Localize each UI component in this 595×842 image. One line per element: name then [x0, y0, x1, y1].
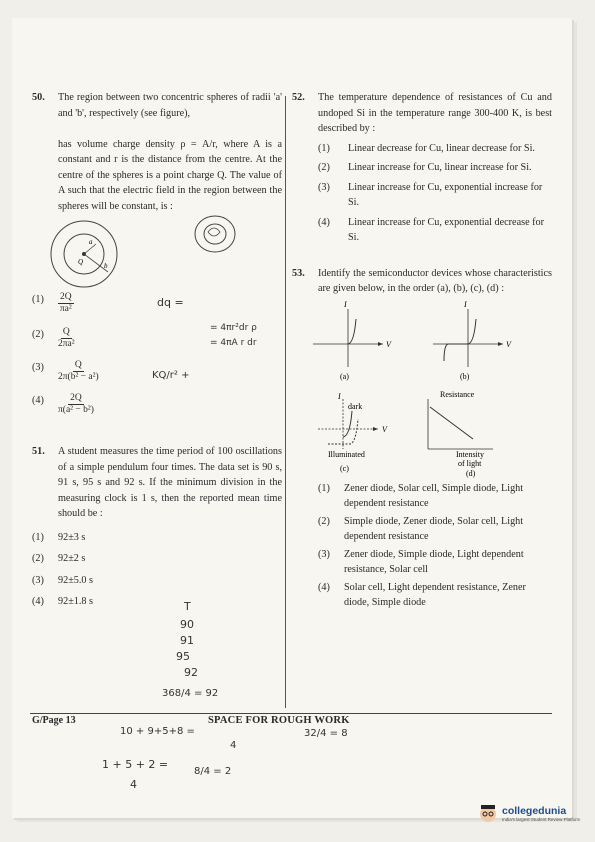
option-fraction: $\frac{2Q}{\text{πa²}}$ — [59, 292, 72, 314]
concentric-spheres-figure — [42, 218, 132, 288]
handwritten-92: 92 — [184, 666, 198, 679]
handwritten-kq: KQ/r² + — [152, 370, 190, 381]
q52-option-4[interactable]: (4) Linear increase for Cu, exponential decrease for Si. — [318, 216, 545, 243]
handwritten-line2: = 4πA r dr — [210, 338, 257, 348]
collegedunia-watermark — [478, 803, 580, 823]
graph-a-label: (a) — [340, 371, 349, 381]
handwritten-r1: 10 + 9+5+8 = — [120, 726, 195, 737]
right-column — [292, 90, 552, 611]
handwritten-95: 95 — [176, 650, 190, 663]
q52-option-1[interactable]: (1) Linear decrease for Cu, linear decrease for Si. — [318, 142, 535, 154]
graph-b — [433, 300, 512, 381]
logo-name: collegedunia — [502, 804, 567, 817]
graph-c-label: (c) — [340, 463, 349, 473]
graph-c-dark-label: dark — [348, 401, 363, 411]
question-53 — [292, 266, 552, 297]
q53-option-3[interactable]: (3) Zener diode, Simple diode, Light dependent resistance, Solar cell — [318, 548, 524, 575]
left-column — [32, 90, 282, 610]
exam-page — [12, 18, 572, 818]
question-text: The region between two concentric spheres of radii 'a' and 'b', respectively (see figure), has volume charge density ρ = A/r, where A is a constant and r is the distance from the centre. At the centre of the spheres is a point charge Q. The value of A such that the electric field in the region between the spheres will be constant, is : — [58, 92, 282, 212]
student-avatar-icon — [478, 803, 498, 823]
option-fraction: $\frac{Q}{\text{2πa²}}$ — [58, 327, 75, 349]
question-number: 52. — [292, 92, 305, 103]
handwritten-t: T — [184, 600, 191, 613]
handwritten-90: 90 — [180, 618, 194, 631]
handwritten-r4: 1 + 5 + 2 = — [102, 758, 169, 771]
graph-d-label: (d) — [466, 468, 476, 478]
q51-option-2[interactable]: (2) 92±2 s — [32, 553, 86, 564]
page-number: G/Page 13 — [32, 715, 76, 726]
question-52 — [292, 90, 552, 137]
graph-b-label: (b) — [460, 371, 470, 381]
question-number: 51. — [32, 446, 45, 457]
logo-tagline: India's largest Student Review Platform — [502, 816, 581, 822]
graph-a — [313, 300, 392, 381]
handwritten-r6: 8/4 = 2 — [194, 766, 232, 777]
question-text: A student measures the time period of 100 oscillations of a simple pendulum four times. The data set is 90 s, 91 s, 95 s and 92 s. If the minimum division in the measuring clock is 1 s, then the reported mean time should be : — [58, 446, 282, 519]
graph-b-i-label: I — [464, 299, 467, 309]
q52-option-2[interactable]: (2) Linear increase for Cu, linear increase for Si. — [318, 162, 532, 173]
question-text: Identify the semiconductor devices whose characteristics are given below, in the order (a), (b), (c), (d) : — [318, 267, 552, 294]
q50-option-1[interactable]: (1) $\frac{2Q}{\text{πa²}}$ — [32, 292, 72, 314]
handwritten-r5: 4 — [130, 778, 137, 791]
graph-c — [318, 392, 388, 473]
q50-option-2[interactable]: (2) $\frac{Q}{\text{2πa²}}$ — [32, 327, 75, 349]
fig-label-q: Q — [78, 258, 84, 266]
q53-option-4[interactable]: (4) Solar cell, Light dependent resistance, Zener diode, Simple diode — [318, 581, 526, 608]
q50-option-3[interactable]: (3) $\frac{Q}{\text{2π(b² − a²)}}$ — [32, 360, 99, 382]
q51-option-4[interactable]: (4) 92±1.8 s — [32, 596, 94, 607]
q51-option-3[interactable]: (3) 92±5.0 s — [32, 574, 94, 586]
handwritten-mean: 368/4 = 92 — [162, 688, 219, 699]
graph-d-intensity-label: Intensity — [456, 449, 484, 459]
q50-figure-area — [32, 220, 282, 290]
handwritten-scribble — [190, 212, 240, 257]
question-number: 53. — [292, 267, 305, 279]
graph-d — [428, 390, 493, 478]
option-fraction: $\frac{2Q}{\text{π(a² − b²)}}$ — [58, 393, 94, 415]
q50-option-4[interactable]: (4) $\frac{2Q}{\text{π(a² − b²)}}$ — [32, 393, 94, 415]
graph-c-illuminated-label: Illuminated — [328, 449, 365, 459]
footer-rule — [30, 713, 552, 714]
handwritten-91: 91 — [180, 634, 194, 647]
graph-d-resistance-label: Resistance — [440, 389, 475, 399]
graph-d-light-label: of light — [458, 458, 482, 468]
graph-b-v-label: V — [506, 339, 511, 349]
q51-option-1[interactable]: (1) 92±3 s — [32, 531, 86, 543]
handwritten-r3: 32/4 = 8 — [304, 728, 348, 739]
device-characteristic-graphs — [298, 299, 548, 479]
graph-c-v-label: V — [382, 424, 387, 434]
option-fraction: $\frac{Q}{\text{2π(b² − a²)}}$ — [58, 360, 99, 382]
column-divider — [285, 96, 286, 708]
q53-option-2[interactable]: (2) Simple diode, Zener diode, Solar cell, Light dependent resistance — [318, 515, 524, 542]
fig-label-a: a — [89, 238, 93, 246]
rough-work-label: SPACE FOR ROUGH WORK — [208, 715, 350, 726]
q52-option-3[interactable]: (3) Linear increase for Cu, exponential increase for Si. — [318, 181, 543, 208]
handwritten-line1: = 4πr²dr ρ — [210, 323, 257, 333]
graph-c-i-label: I — [338, 391, 341, 401]
handwritten-r2: 4 — [230, 740, 237, 751]
question-number: 50. — [32, 92, 45, 103]
graph-a-i-label: I — [344, 299, 347, 309]
graph-a-v-label: V — [386, 339, 391, 349]
question-51 — [32, 444, 282, 522]
fig-label-b: b — [104, 262, 108, 270]
q53-option-1[interactable]: (1) Zener diode, Solar cell, Simple diode, Light dependent resistance — [318, 482, 524, 509]
handwritten-dq: dq = — [157, 296, 184, 309]
question-text: The temperature dependence of resistances of Cu and undoped Si in the temperature range 300-400 K, is best described by : — [318, 92, 552, 134]
question-50 — [32, 90, 282, 214]
